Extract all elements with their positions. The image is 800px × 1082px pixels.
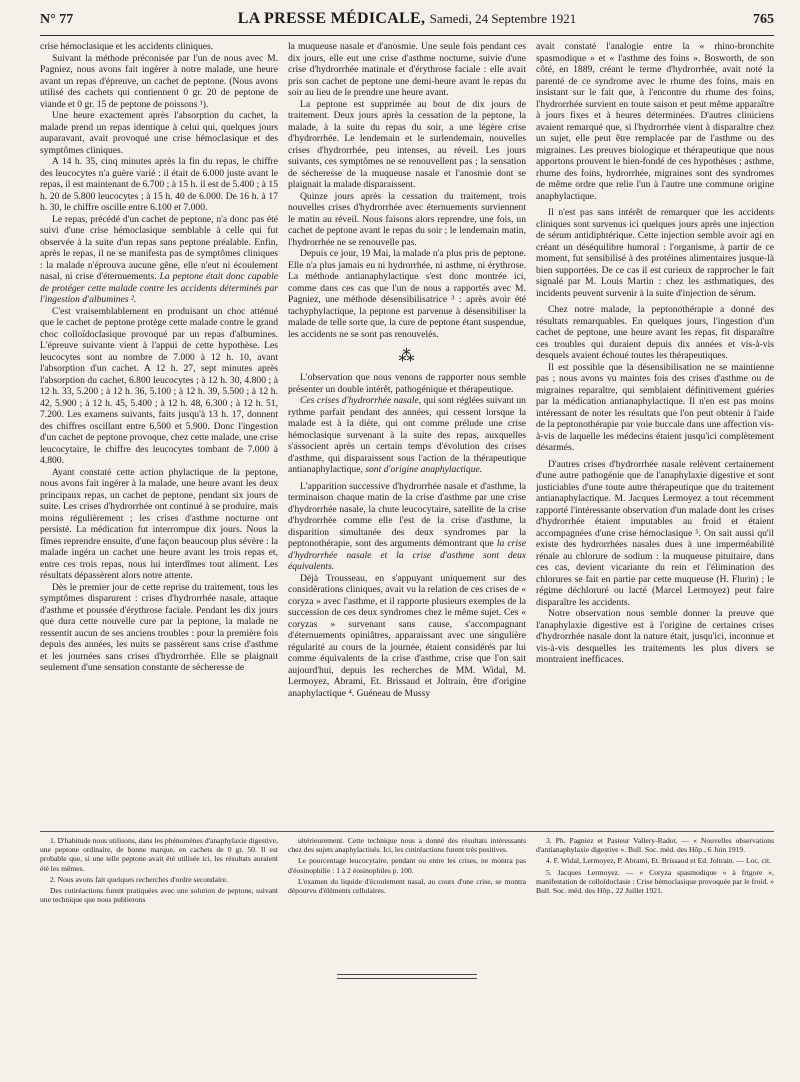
article-body [40,41,774,829]
paragraph [536,41,774,202]
footnote: Des cutiréactions furent pratiquées avec une solution de peptone, suivant une technique que nous publierons [40,886,278,905]
paragraph [536,459,774,609]
paragraph [40,53,278,111]
footnotes-column-2 [288,836,526,906]
paragraph [536,608,774,666]
footnotes-column-1 [40,836,278,906]
paragraph-text: crise hémoclasique et les accidents cliniques. [40,41,214,52]
paragraph [288,395,526,476]
paragraph [288,41,526,99]
paragraph [536,362,774,454]
section-separator: ⁂ [398,348,416,365]
paragraph-emphasis: sont d'origine anaphylactique. [365,464,483,475]
column-1 [40,41,278,829]
footnotes [40,831,774,906]
footnote: ultérieurement. Cette technique nous a donné des résultats intéressants chez des sujets anaphylactisés. Ici, les cutiréactions furent très positives. [288,836,526,855]
paragraph [536,304,774,362]
footnote: 5. Jacques Lermoyez. — « Coryza spasmodique « à frigore », manifestation de colloïdoclasie : Crise hémoclasique provoquée par le froid. » Bull. Soc. méd. des Hôp., 22 Juillet 1921. [536,867,774,896]
paragraph-text: Suivant la méthode préconisée par l'un de nous avec M. Pagniez, nous avons fait ingérer à notre malade, une heure avant un repas d'épreuve, un cachet de peptone. (Nous avons utilisé des cachets qui contiennent 0 gr. 20 de peptone de viande et 0 gr. 15 de peptone de poissons ¹). [40,52,278,110]
footnote: L'examen du liquide d'écoulement nasal, au cours d'une crise, se montra dépourvu d'éléments cellulaires. [288,876,526,896]
paragraph [288,481,526,573]
paragraph-text: Déjà Trousseau, en s'appuyant uniquement sur des considérations cliniques, avait vu la relation de ces crises de « coryza » avec l'asthme, et il rapporte plusieurs exemples de la succession de ces deux syndromes chez le même sujet. Ces « coryzas » survenant sans cause, s'accompagnant d'éternuements opiniâtres, apparaissant avec une singulière régularité au cours de la journée, étaient considérés par lui comme équivalents de la crise d'asthme, crise que l'on sait aujourd'hui, depuis les recherches de MM. Widal, M. Lermoyez, Abrami, Et. Brissaud et Joltrain, être d'origine anaphylactique ⁴. Guéneau de Mussy [288,572,526,699]
paragraph-text: Chez notre malade, la peptonothérapie a donné des résultats remarquables. En quelques jours, l'ingestion d'un cachet de peptone, une heure avant les repas, fit disparaître ces troubles qui duraient depuis dix années et vis-à-vis desquels avaient échoué toutes les thérapeutiques. [536,304,774,361]
paragraph-text: C'est vraisemblablement en produisant un choc atténué que le cachet de peptone protège cette malade contre le grand choc colloïdoclasique provoqué par un repas d'albumines. L'épreuve suivante vient à l'appui de cette hypothèse. Les leucocytes sont au nombre de 7.000 à 12 h. 10, avant l'absorption d'un cachet. A 12 h. 27, sept minutes après l'absorption du cachet, 6.800 leucocytes ; à 12 h. 30, 4.800 ; à 12 h. 33, 5.200 ; à 12 h. 36, 5.100 ; à 12 h. 39, 5.500 ; à 12 h. 42, 5.900 ; à 12 h. 45, 5.400 ; à 12 h. 48, 6.300 ; à 12 h. 51, 7.200. Les examens suivants, faits jusqu'à 13 h. 17, donnent des chiffres oscillant entre 6.500 et 5.900. Donc l'ingestion d'un cachet de peptone provoque, chez cette malade, une crise leucocytaire, le chiffre des leucocytes tombant de 7.000 à 4.800. [40,305,278,466]
journal-title: LA PRESSE MÉDICALE, [237,10,426,27]
paragraph [40,110,278,156]
footnote: 2. Nous avons fait quelques recherches d'ordre secondaire. [50,874,228,884]
paragraph [40,467,278,582]
issue-number: N° 77 [40,12,74,27]
paragraph [288,573,526,700]
paragraph-text: Dès le premier jour de cette reprise du traitement, tous les symptômes disparurent : crises d'hydrorrhée nasale, attaque d'asthme et poussée d'érythrose faciale. Pendant les dix jours que dura cette nouvelle cure par la peptone, la malade ne ressentit aucun de ses anciens troubles : pour la première fois depuis des années, les nuits se passèrent sans crise d'asthme et les journées sans crises d'hydrorrhée. Elle se plaignait seulement d'une sensation constante de sécheresse de [40,581,278,673]
end-rule-2 [337,978,477,979]
paragraph-text: Ayant constaté cette action phylactique de la peptone, nous avons fait ingérer à la malade, une heure avant les deux principaux repas, un cachet de peptone, pendant six jours de suite. Les crises d'hydrorrhée ont continué à se produire, mais moins régulièrement ; les crises d'asthme nocturne ont persisté. La médication fut interrompue dix jours. Nous la fîmes reprendre ensuite, d'une façon beaucoup plus sévère : la malade ingéra un cachet une heure avant les trois repas et, entre ces trois repas, nous lui interdîmes tout aliment. Les résultats dépassèrent alors notre attente. [40,466,278,581]
paragraph [288,191,526,249]
issue-date: Samedi, 24 Septembre 1921 [429,11,577,26]
paragraph-emphasis: La peptone était donc capable de protéger cette malade contre les accidents déterminés par l'ingestion d'albumines ². [40,271,278,305]
paragraph-text: Notre observation nous semble donner la preuve que l'anaphylaxie digestive est à l'origine de certaines crises d'hydrorrhée nasale dont la nature était, jusqu'ici, inconnue et vis-à-vis desquelles les traitements les plus divers se montraient inefficaces. [536,608,774,665]
page-header [40,10,774,36]
paragraph [40,306,278,467]
paragraph-text: Depuis ce jour, 19 Mai, la malade n'a plus pris de peptone. Elle n'a plus jamais eu ni hydrorrhée, ni asthme, ni érythrose. La méthode antianaphylactique s'est donc montrée ici, comme dans ces cas que l'un de nous a rapportés avec M. Pagniez, une méthode désensibilisatrice ³ : après avoir été tachyphylactique, la peptone est parvenue à désensibiliser la malade de telle sorte que, la cure de peptone étant suspendue, les accidents ne se sont pas renouvelés. [288,248,526,340]
footnotes-column-3 [536,836,774,906]
paragraph-text: qui sont réglées suivant un rythme parfait pendant des années, qui cessent lorsque la malade est à la diète, qui ont comme prélude une crise hémoclasique survenant à la suite des repas, auxquelles s'associent après un certain temps d'évolution des crises d'asthme, qui disparaissent sous l'action de la thérapeutique antianaphylactique, [288,395,526,475]
paragraph [288,372,526,395]
paragraph-text: avait constaté l'analogie entre la « rhino-bronchite spasmodique » et « l'asthme des foins ». Bosworth, de son côté, en 1889, créant le terme d'hydrorrhée, avait noté la parenté de ce syndrome avec le rhume des foins, mais en insistant sur le fait que, à l'encontre du rhume des foins, l'hydrorrhée survient en toute saison et peut même apparaître à jours fixes et à heures déterminées. D'autres cliniciens avaient remarqué que, si l'hydrorrhée vient à disparaître chez un sujet, elle peut être remplacée par de l'asthme ou des migraines. Les preuves biologique et thérapeutique que nous apportons prouvent le bien-fondé de ces hypothèses ; asthme, rhume des foins, hydrorrhée, migraines sont des syndromes de même ordre que relie l'un à l'autre une commune origine anaphylactique. [536,41,774,202]
footnote: 3. Ph. Pagniez et Pasteur Vallery-Radot. — « Nouvelles observations d'antianaphylaxie digestive ». Bull. Soc. méd. des Hôp., 6 Juin 1919. [536,836,774,855]
paragraph [40,156,278,214]
footnote: 1. D'habitude nous utilisons, dans les phénomènes d'anaphylaxie digestive, une peptone ordinaire, de bonne marque, en cachets de 0 gr. 50. Il est probable que, si une telle peptone avait été utilisée ici, les résultats auraient été les mêmes. [40,836,278,873]
paragraph [40,214,278,306]
paragraph-text: la muqueuse nasale et d'anosmie. Une seule fois pendant ces dix jours, elle eut une crise d'asthme nocturne, suivie d'une crise d'hydrorrhée matinale et d'érythrose faciale : elle avait pris son cachet de peptone une demi-heure avant le repas du soir au lieu de le prendre une heure avant. [288,41,526,98]
paragraph-lead: Ces crises d'hydrorrhée nasale, [300,395,422,406]
paragraph [288,99,526,191]
masthead [238,10,576,28]
paragraph [40,41,278,53]
paragraph-text: Il n'est pas sans intérêt de remarquer que les accidents cliniques sont survenus ici quelques jours après une injection de sérum antidiphtérique. Cette injection semble avoir agi en créant un déséquilibre humoral : l'organisme, à partir de ce moment, fut sensibilisé à des protéines alimentaires jusque-là bien supportées. De ce cas il est curieux de rapprocher le fait signalé par M. Louis Martin : chez les asthmatiques, des incidents peuvent survenir à la suite d'injection de sérum. [536,207,774,299]
footnote: 4. F. Widal, Lermoyez, P. Abrami, Et. Brissaud et Ed. Joltrain. — Loc. cit. [546,856,772,866]
column-2 [288,41,526,829]
end-rule [337,974,477,975]
paragraph-text: Le repas, précédé d'un cachet de peptone, n'a donc pas été suivi d'une crise hémoclasique semblable à celle qui fut observée à la suite d'un repas sans peptone préalable. Enfin, après le repas, il ne se manifesta pas de symptômes cliniques : la malade n'éprouva aucune gêne, elle n'eut ni écoulement nasal, ni crise d'éternuements. [40,213,278,282]
column-3 [536,41,774,829]
paragraph-text: D'autres crises d'hydrorrhée nasale relèvent certainement d'une autre pathogénie que de l'anaphylaxie digestive et sont justiciables d'une toute autre thérapeutique que du traitement antianaphylactique. M. Jacques Lermoyez a tout récemment rapporté l'intéressante observation d'un malade dont les crises d'hydrorrhée étaient imputables au froid et étaient accompagnées d'une crise hémoclasique ⁵. On sait aussi qu'il existe des hydrorrhées nasales dues à une imperméabilité rénale au chlorure de sodium : la muqueuse pituitaire, dans ces cas, devient vicariante du rein et l'élimination des chlorures se fait en partie par cette muqueuse (H. Flurin) ; le régime déchloruré ou lacté (Marcel Lermoyez) peut faire disparaître les accidents. [536,458,774,608]
footnote: Le pourcentage leucocytaire, pendant ou entre les crises, ne montra pas d'éosinophilie : 1 à 2 éosinophiles p. 100. [288,856,526,875]
paragraph-text: A 14 h. 35, cinq minutes après la fin du repas, le chiffre des leucocytes n'a guère varié : il était de 6.000 juste avant le repas, il est maintenant de 6.700 ; à 15 h. il est de 5.400 ; à 15 h. 20 de 5.800 leucocytes ; à 15 h. 40 de 6.000. De 16 h. à 17 h. 30, le chiffre oscille entre 6.100 et 7.000. [40,156,278,213]
paragraph [40,582,278,674]
page-number: 765 [753,12,774,27]
paragraph-text: L'observation que nous venons de rapporter nous semble présenter un double intérêt, pathogénique et thérapeutique. [288,372,526,395]
paragraph-text: Une heure exactement après l'absorption du cachet, la malade prend un repas identique à celui qui, quelques jours auparavant, avait provoqué une crise hémoclasique et des symptômes cliniques. [40,110,278,156]
paragraph-text: Quinze jours après la cessation du traitement, trois nouvelles crises d'hydrorrhée avec éternuements surviennent le matin au réveil. Nous faisons alors reprendre, une fois, un cachet de peptone avant le repas du soir ; le lendemain matin, l'hydrorrhée ne se renouvelle pas. [288,190,526,248]
paragraph [288,248,526,340]
paragraph-text: L'apparition successive d'hydrorrhée nasale et d'asthme, la terminaison chaque matin de la crise d'asthme par une crise d'hydrorrhée nasale, la chute leucocytaire, satellite de la crise d'hydrorrhée comme elle l'est de la crise d'asthme, la disparition simultanée des deux syndromes par la peptonothérapie, sont des arguments démontrant que [288,480,526,549]
paragraph-text: Il est possible que la désensibilisation ne se maintienne pas ; nous avons vu maintes fois des crises d'asthme ou de migraines reparaître, qui semblaient définitivement guéries par la médication antianaphylactique. Il n'en est pas moins intéressant de noter les résultats que l'on peut obtenir à l'aide de la peptonothérapie par voie buccale dans une affection vis-à-vis de laquelle les médecins étaient jusqu'ici complètement désarmés. [536,361,774,453]
paragraph-emphasis: la crise d'hydrorrhée nasale et la crise d'asthme sont deux équivalents. [288,538,526,572]
paragraph-text: La peptone est supprimée au bout de dix jours de traitement. Deux jours après la cessation de la peptone, la malade, à la suite du repas du soir, a une légère crise d'hydrorrhée. Le lendemain et le surlendemain, nouvelles crises d'hydrorrhée, peu intenses, au réveil. Les jours suivants, ces symptômes ne se renouvellent pas ; la sensation de sécheresse de la muqueuse nasale et l'anosmie dont se plaignait la malade disparaissent. [288,98,526,190]
paragraph [536,207,774,299]
